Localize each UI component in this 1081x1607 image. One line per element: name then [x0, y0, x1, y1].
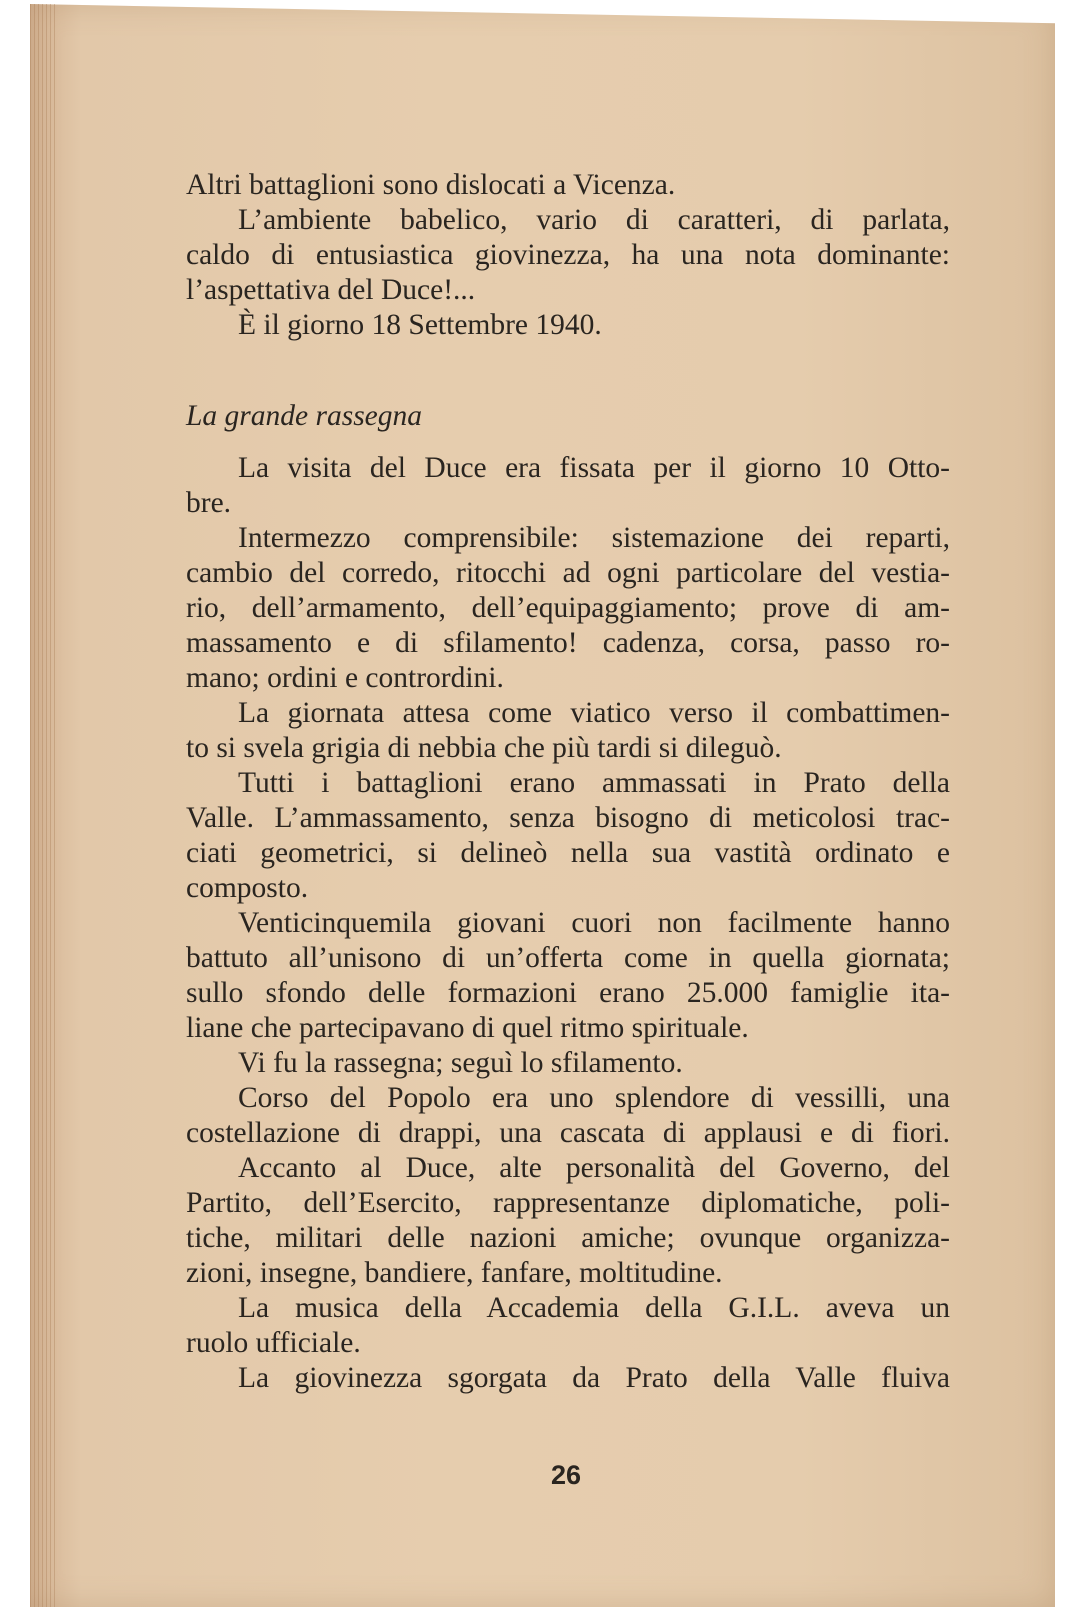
text-line: liane che partecipavano di quel ritmo spirituale. — [186, 1012, 749, 1044]
text-line: composto. — [186, 872, 309, 904]
text-line: sullo sfondo delle formazioni erano 25.000 famiglie ita- — [186, 977, 950, 1009]
text-line: Partito, dell’Esercito, rappresentanze diplomatiche, poli- — [186, 1187, 950, 1219]
text-line: mano; ordini e contrordini. — [186, 662, 504, 694]
text-line: massamento e di sfilamento! cadenza, corsa, passo ro- — [186, 627, 950, 659]
text-line: bre. — [186, 487, 232, 519]
text-line: La musica della Accademia della G.I.L. aveva un — [238, 1292, 950, 1324]
text-line: l’aspettativa del Duce!... — [186, 274, 476, 306]
text-line: rio, dell’armamento, dell’equipaggiamento; prove di am- — [186, 592, 950, 624]
text-line: battuto all’unisono di un’offerta come in quella giornata; — [186, 942, 950, 974]
text-line: È il giorno 18 Settembre 1940. — [238, 309, 602, 341]
text-line: Valle. L’ammassamento, senza bisogno di meticolosi trac- — [186, 802, 950, 834]
page-number: 26 — [550, 1460, 582, 1490]
text-line: costellazione di drappi, una cascata di applausi e di fiori. — [186, 1117, 950, 1149]
text-line: Accanto al Duce, alte personalità del Governo, del — [238, 1152, 950, 1184]
text-line: ruolo ufficiale. — [186, 1327, 361, 1359]
text-line: Intermezzo comprensibile: sistemazione dei reparti, — [238, 522, 950, 554]
text-line: La visita del Duce era fissata per il giorno 10 Otto- — [238, 452, 950, 484]
text-line: Vi fu la rassegna; seguì lo sfilamento. — [238, 1047, 683, 1079]
text-line: La giovinezza sgorgata da Prato della Valle fluiva — [238, 1362, 950, 1394]
text-line: Altri battaglioni sono dislocati a Vicenza. — [186, 169, 676, 201]
text-line: tiche, militari delle nazioni amiche; ovunque organizza- — [186, 1222, 950, 1254]
text-line: Tutti i battaglioni erano ammassati in Prato della — [238, 767, 950, 799]
text-line: Corso del Popolo era uno splendore di vessilli, una — [238, 1082, 950, 1114]
text-line: zioni, insegne, bandiere, fanfare, moltitudine. — [186, 1257, 723, 1289]
text-line: L’ambiente babelico, vario di caratteri, di parlata, — [238, 204, 950, 236]
text-line: caldo di entusiastica giovinezza, ha una nota dominante: — [186, 239, 950, 271]
text-line: La giornata attesa come viatico verso il combattimen- — [238, 697, 950, 729]
text-line: cambio del corredo, ritocchi ad ogni particolare del vestia- — [186, 557, 950, 589]
text-line: ciati geometrici, si delineò nella sua vastità ordinato e — [186, 837, 950, 869]
text-line: Venticinquemila giovani cuori non facilmente hanno — [238, 907, 950, 939]
section-heading: La grande rassegna — [186, 400, 423, 432]
text-line: to si svela grigia di nebbia che più tardi si dileguò. — [186, 732, 782, 764]
page-binding-edge — [30, 4, 58, 1607]
